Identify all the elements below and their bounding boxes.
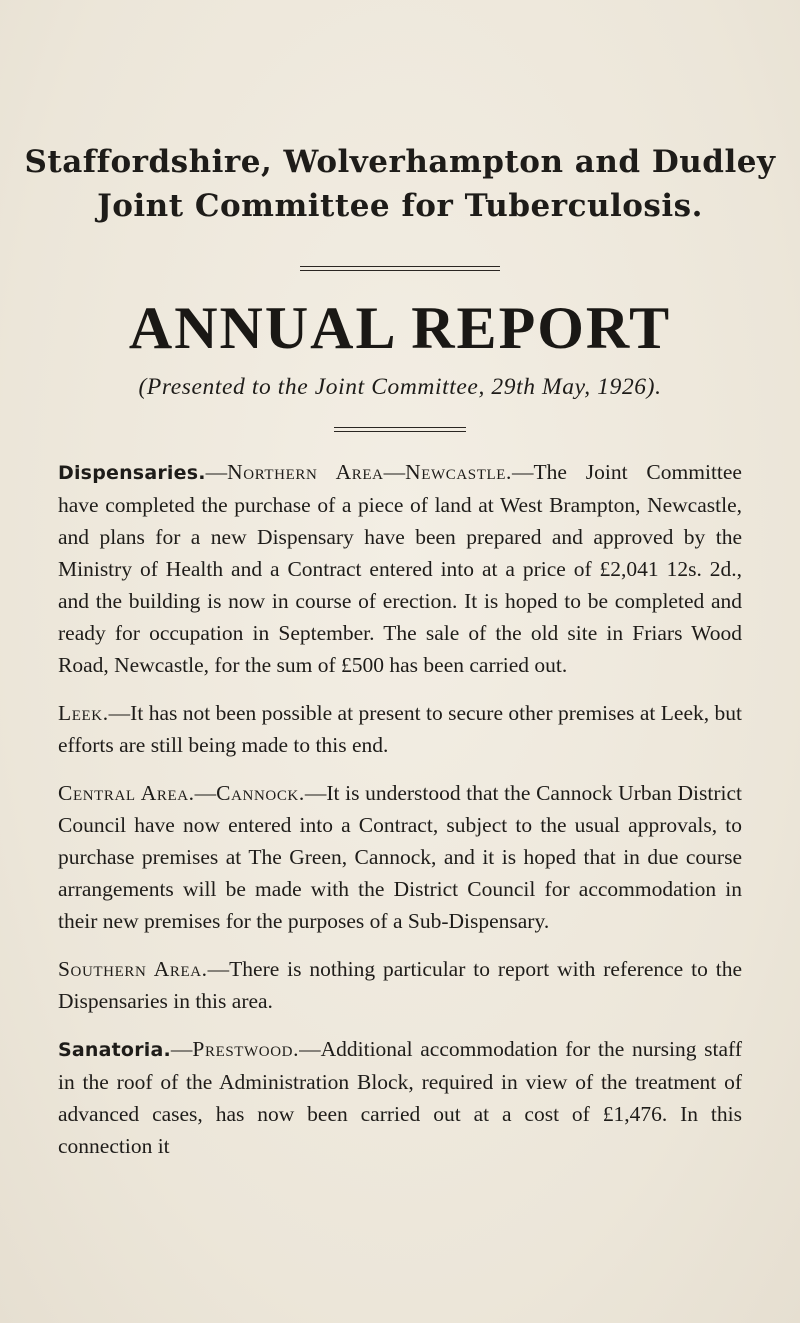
section-heading-dispensaries: Dispensaries. [58,462,206,484]
paragraph-sanatoria: Sanatoria.—Prestwood.—Additional accommodation for the nursing staff in the roof of the Administration Block, required in view of the treatment of advanced cases, has now been carried out at a cost of £1,476. In this connection it [58,1037,742,1158]
paragraph-text-northern: The Joint Committee have completed the purchase of a piece of land at West Brampton, Newcastle, and plans for a new Dispensary have been prepared and approved by the Ministry of Health and a Contract entered into at a price of £2,041 12s. 2d., and the building is now in course of erection. It is hoped to be completed and ready for occupation in September. The sale of the old site in Friars Wood Road, Newcastle, for the sum of £500 has been carried out. [58,460,742,677]
paragraph-northern-area: Dispensaries.—Northern Area—Newcastle.—The Joint Committee have completed the purchase of a piece of land at West Brampton, Newcastle, and plans for a new Dispensary have been prepared and approved by the Ministry of Health and a Contract entered into at a price of £2,041 12s. 2d., and the building is now in course of erection. It is hoped to be completed and ready for occupation in September. The sale of the old site in Friars Wood Road, Newcastle, for the sum of £500 has been carried out. [58,460,742,677]
section-heading-sanatoria: Sanatoria. [58,1039,171,1061]
header-line-2: Joint Committee for Tuberculosis. [97,188,703,224]
paragraph-text-central: It is understood that the Cannock Urban District Council have now entered into a Contract, subject to the usual approvals, to purchase premises at The Green, Cannock, and it is hoped that in due course arrangements will be made with the District Council for accommodation in their new premises for the purposes of a Sub-Dispensary. [58,781,742,933]
paragraph-text-prestwood: Additional accommodation for the nursing staff in the roof of the Administration Block, required in view of the treatment of advanced cases, has now been carried out at a cost of £1,476. In this connection it [58,1037,742,1158]
report-subtitle: (Presented to the Joint Committee, 29th May, 1926). [138,374,662,400]
paragraph-southern-area: Southern Area.—There is nothing particular to report with reference to the Dispensaries in this area. [58,957,743,1013]
paragraph-text-leek: It has not been possible at present to secure other premises at Leek, but efforts are still being made to this end. [58,701,742,757]
place-label-newcastle: Newcastle. [405,460,512,484]
area-label-southern: Southern Area. [58,957,208,981]
report-title: ANNUAL REPORT [128,295,672,361]
area-label-central: Central Area. [58,781,195,805]
place-label-prestwood: Prestwood. [192,1037,300,1061]
paragraph-leek: Leek.—It has not been possible at present to secure other premises at Leek, but efforts are still being made to this end. [58,701,742,757]
divider-rule-top [300,266,500,271]
committee-header [0,140,800,228]
paragraph-central-area: Central Area.—Cannock.—It is understood that the Cannock Urban District Council have now entered into a Contract, subject to the usual approvals, to purchase premises at The Green, Cannock, and it is hoped that in due course arrangements will be made with the District Council for accommodation in their new premises for the purposes of a Sub-Dispensary. [58,781,742,933]
divider-rule-bottom [334,427,466,432]
area-label-northern: Northern Area [227,460,384,484]
report-body [58,456,742,1178]
place-label-leek: Leek. [58,701,109,725]
place-label-cannock: Cannock. [216,781,305,805]
header-line-1: Staffordshire, Wolverhampton and Dudley [24,144,776,180]
paragraph-text-southern: There is nothing particular to report with reference to the Dispensaries in this area. [58,957,743,1013]
